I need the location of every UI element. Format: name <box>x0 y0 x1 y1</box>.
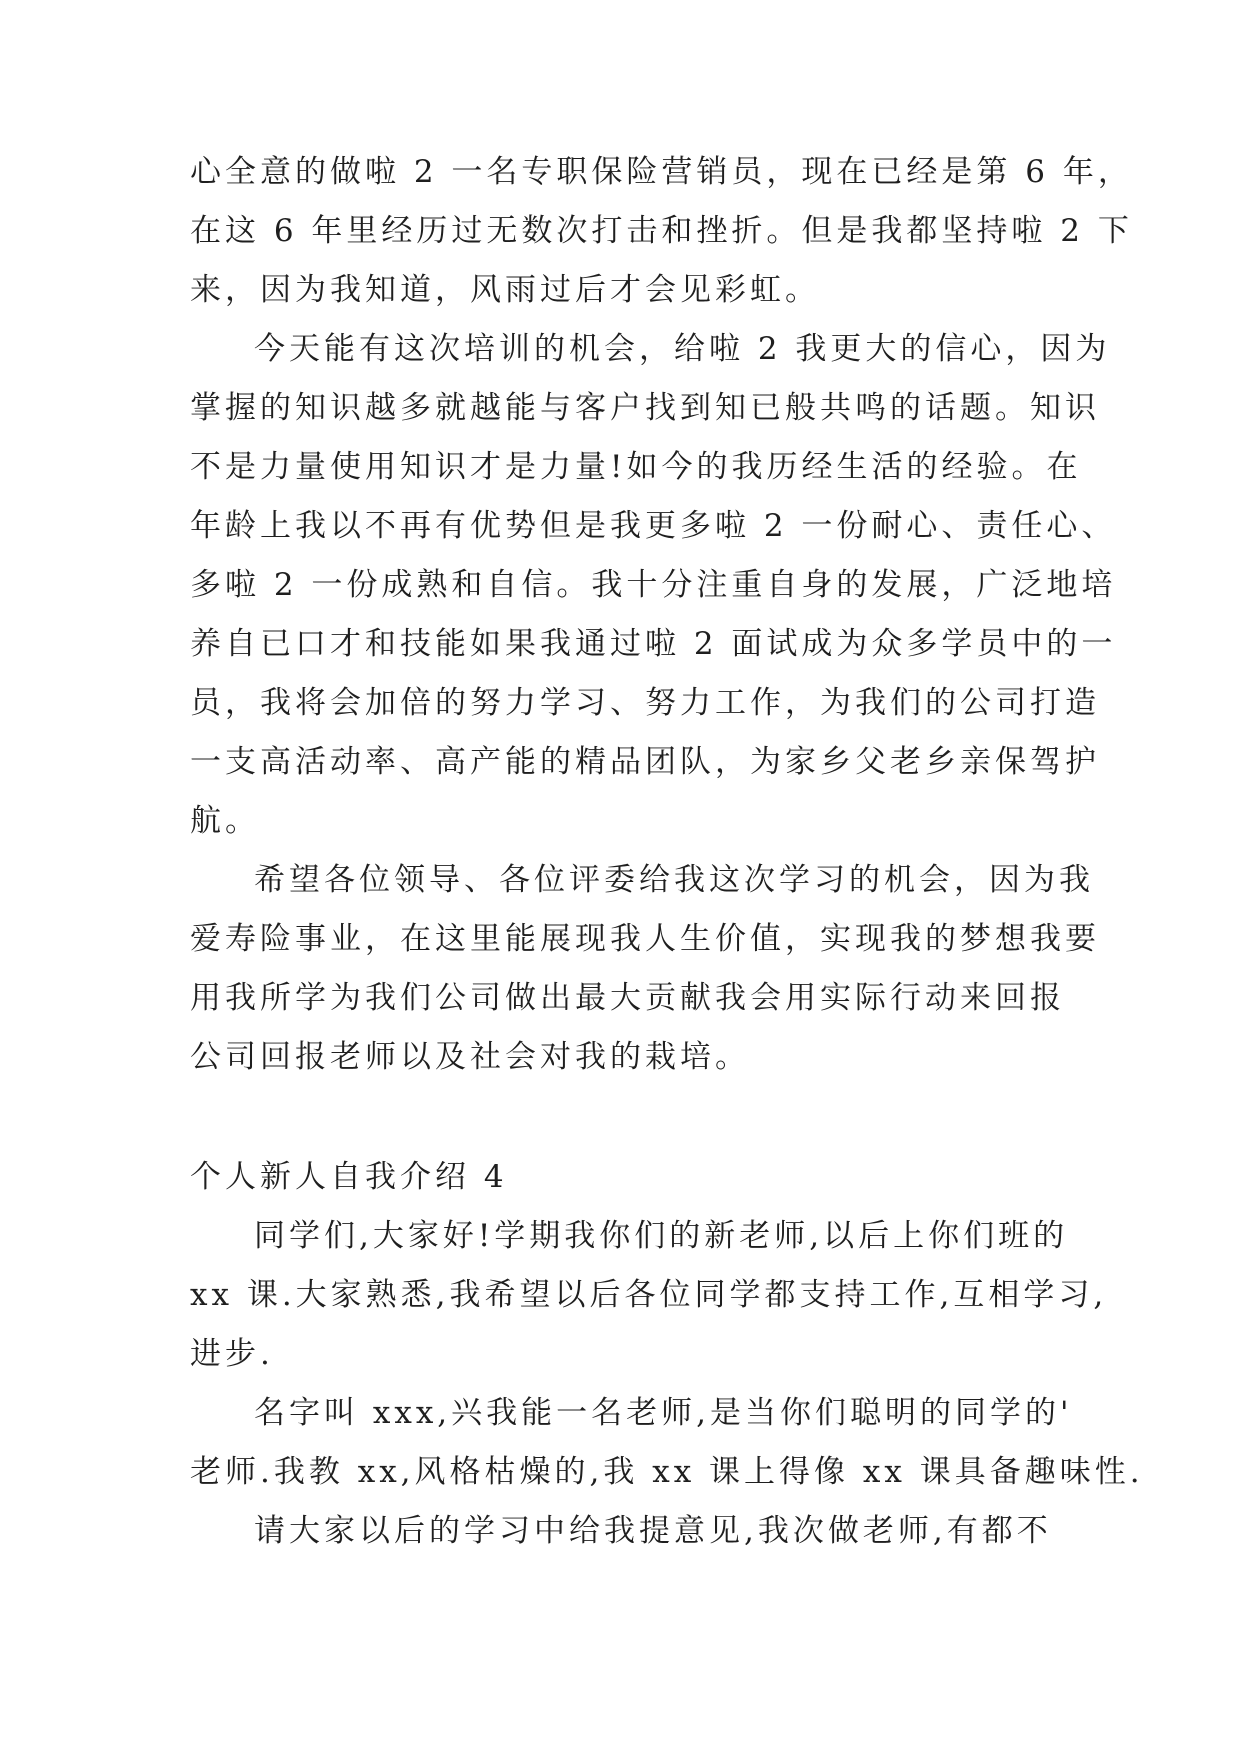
section-2-paragraph-2-line-1: 名字叫 xxx,兴我能一名老师,是当你们聪明的同学的' <box>254 1395 1073 1431</box>
section-2-paragraph-1-line-3: 进步. <box>190 1336 274 1372</box>
paragraph-2-line-1: 今天能有这次培训的机会，给啦 2 我更大的信心，因为 <box>254 331 1111 367</box>
paragraph-2-line-7: 员，我将会加倍的努力学习、努力工作，为我们的公司打造 <box>190 685 1100 721</box>
paragraph-1 <box>190 143 1133 320</box>
paragraph-3-line-3: 用我所学为我们公司做出最大贡献我会用实际行动来回报 <box>190 980 1065 1016</box>
paragraph-2-line-6: 养自已口才和技能如果我通过啦 2 面试成为众多学员中的一 <box>190 626 1117 662</box>
paragraph-3-line-4: 公司回报老师以及社会对我的栽培。 <box>190 1039 750 1075</box>
paragraph-2-line-4: 年龄上我以不再有优势但是我更多啦 2 一份耐心、责任心、 <box>190 508 1117 544</box>
section-2-text <box>190 1148 1144 1561</box>
section-2-paragraph-3-line-1: 请大家以后的学习中给我提意见,我次做老师,有都不 <box>254 1513 1052 1549</box>
paragraph-2-line-9: 航。 <box>190 803 260 839</box>
section-2-paragraph-2-line-2: 老师.我教 xx,风格枯燥的,我 xx 课上得像 xx 课具备趣味性. <box>190 1454 1144 1490</box>
section-1-text <box>190 143 1133 1087</box>
paragraph-1-line-2: 在这 6 年里经历过无数次打击和挫折。但是我都坚持啦 2 下 <box>190 213 1133 249</box>
paragraph-1-line-3: 来，因为我知道，风雨过后才会见彩虹。 <box>190 272 820 308</box>
paragraph-2-line-2: 掌握的知识越多就越能与客户找到知已般共鸣的话题。知识 <box>190 390 1100 426</box>
paragraph-2 <box>190 320 1117 851</box>
paragraph-2-line-5: 多啦 2 一份成熟和自信。我十分注重自身的发展，广泛地培 <box>190 567 1117 603</box>
section-title: 个人新人自我介绍 4 <box>190 1159 508 1195</box>
section-2-paragraph-1 <box>190 1207 1108 1384</box>
section-2-paragraph-3 <box>190 1502 1054 1561</box>
paragraph-3-line-2: 爱寿险事业，在这里能展现我人生价值，实现我的梦想我要 <box>190 921 1100 957</box>
paragraph-3 <box>190 851 1100 1087</box>
section-2-paragraph-1-line-2: xx 课.大家熟悉,我希望以后各位同学都支持工作,互相学习, <box>190 1277 1108 1313</box>
paragraph-2-line-8: 一支高活动率、高产能的精品团队，为家乡父老乡亲保驾护 <box>190 744 1100 780</box>
paragraph-3-line-1: 希望各位领导、各位评委给我这次学习的机会，因为我 <box>254 862 1094 898</box>
section-2-paragraph-2 <box>190 1384 1144 1502</box>
paragraph-1-line-1: 心全意的做啦 2 一名专职保险营销员，现在已经是第 6 年， <box>190 154 1133 190</box>
paragraph-2-line-3: 不是力量使用知识才是力量!如今的我历经生活的经验。在 <box>190 449 1082 485</box>
section-2-paragraph-1-line-1: 同学们,大家好!学期我你们的新老师,以后上你们班的 <box>254 1218 1069 1254</box>
